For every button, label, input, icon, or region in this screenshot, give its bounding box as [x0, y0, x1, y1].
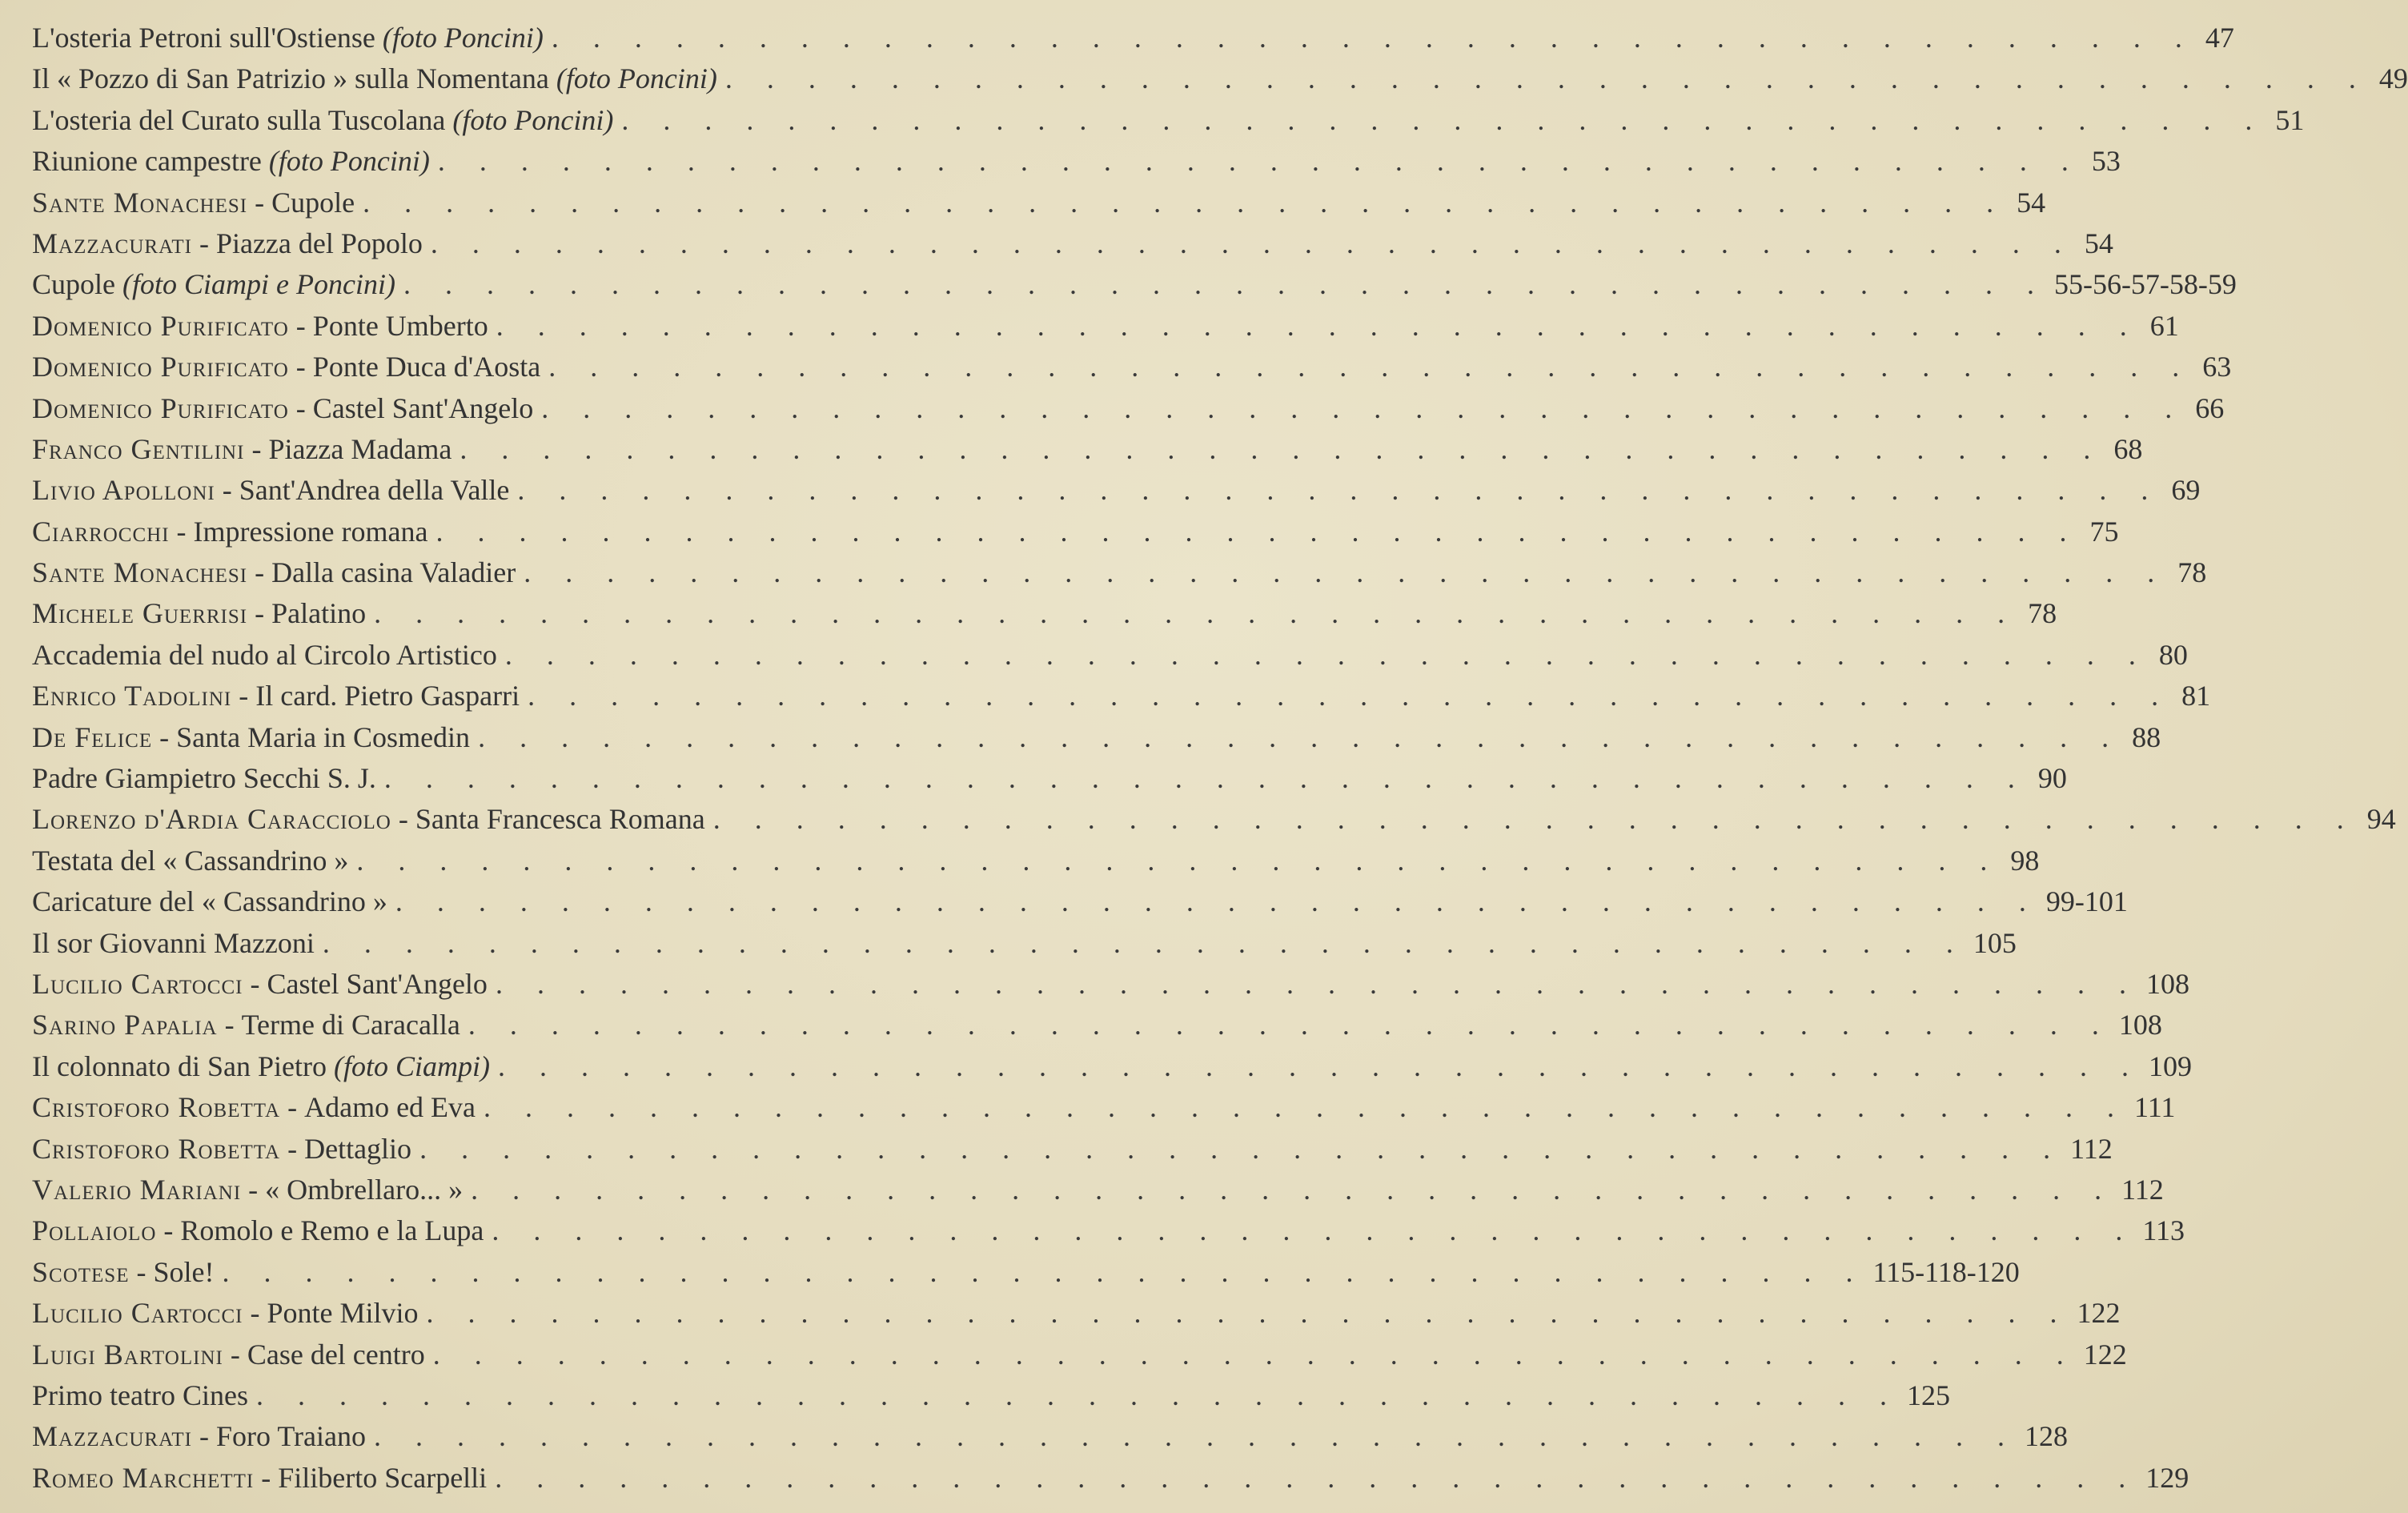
dot-leader: . . . . . . . . . . . . . . . . . . . . . . . . . . . . . . . . . . . . . . . . [524, 556, 2169, 589]
dot-leader: . . . . . . . . . . . . . . . . . . . . . . . . . . . . . . . . . . . . . . . . [363, 186, 2008, 219]
entry-photo-credit: (foto Ciampi) [333, 1049, 490, 1082]
entry-subject: Accademia del nudo al Circolo Artistico [32, 638, 497, 671]
entry-page-number: 94 [2366, 803, 2396, 836]
entry-page-number: 61 [2149, 309, 2179, 342]
entry-page-number: 78 [2028, 597, 2057, 630]
entry-title [32, 964, 488, 1005]
entry-title [32, 1046, 490, 1087]
index-entry [32, 1293, 2121, 1334]
entry-page-number: 111 [2134, 1091, 2176, 1124]
entry-artist: Sarino Papalia [32, 1009, 218, 1041]
entry-separator: - [255, 186, 265, 219]
entry-subject: Santa Francesca Romana [415, 803, 705, 836]
entry-title [32, 593, 366, 634]
index-entry [32, 141, 2121, 182]
entry-title [32, 1087, 476, 1128]
entry-photo-credit: (foto Poncini) [452, 103, 614, 136]
entry-page-number: 122 [2077, 1297, 2121, 1330]
entry-title [32, 223, 423, 264]
index-entry [32, 676, 2211, 716]
entry-subject: Piazza Madama [268, 432, 452, 465]
entry-page-number: 112 [2070, 1132, 2113, 1165]
entry-artist: De Felice [32, 720, 153, 753]
entry-subject: Dalla casina Valadier [271, 556, 516, 589]
entry-subject: Case del centro [247, 1338, 425, 1371]
entry-page-number: 81 [2181, 680, 2211, 712]
dot-leader: . . . . . . . . . . . . . . . . . . . . . . . . . . . . . . . . . . . . . . . . [426, 1297, 2071, 1330]
dot-leader: . . . . . . . . . . . . . . . . . . . . . . . . . . . . . . . . . . . . . . . . [468, 1009, 2113, 1041]
entry-title [32, 799, 705, 840]
entry-page-number: 68 [2113, 432, 2143, 465]
entry-separator: - [230, 1338, 240, 1371]
illustration-index [32, 18, 2408, 1499]
entry-title [32, 881, 387, 922]
entry-title [32, 552, 516, 593]
index-entry [32, 388, 2225, 429]
entry-page-number: 99-101 [2045, 885, 2128, 918]
entry-title [32, 1334, 425, 1375]
entry-title [32, 388, 533, 429]
index-entry [32, 58, 2408, 99]
index-entry [32, 264, 2237, 305]
entry-artist: Sante Monachesi [32, 186, 248, 219]
entry-subject: Ponte Umberto [312, 309, 488, 342]
entry-artist: Franco Gentilini [32, 432, 245, 465]
index-entry [32, 1416, 2068, 1457]
entry-subject: Adamo ed Eva [304, 1091, 476, 1124]
dot-leader: . . . . . . . . . . . . . . . . . . . . . . . . . . . . . . . . . . . . . . . . [395, 885, 2040, 918]
entry-separator: - [222, 474, 232, 507]
dot-leader: . . . . . . . . . . . . . . . . . . . . . . . . . . . . . . . . . . . . . . . . [551, 22, 2196, 54]
dot-leader: . . . . . . . . . . . . . . . . . . . . . . . . . . . . . . . . . . . . . . . . [478, 720, 2123, 753]
entry-title [32, 923, 315, 964]
entry-title [32, 183, 355, 223]
entry-photo-credit: (foto Poncini) [268, 145, 430, 178]
entry-title [32, 58, 717, 99]
index-entry [32, 18, 2234, 58]
dot-leader: . . . . . . . . . . . . . . . . . . . . . . . . . . . . . . . . . . . . . . . . [492, 1214, 2137, 1247]
entry-subject: Impressione romana [193, 515, 428, 548]
entry-page-number: 115-118-120 [1872, 1255, 2020, 1288]
dot-leader: . . . . . . . . . . . . . . . . . . . . . . . . . . . . . . . . . . . . . . . . [495, 1461, 2140, 1494]
entry-title [32, 470, 509, 511]
entry-page-number: 47 [2205, 22, 2234, 54]
dot-leader: . . . . . . . . . . . . . . . . . . . . . . . . . . . . . . . . . . . . . . . . [724, 62, 2370, 95]
entry-photo-credit: (foto Ciampi e Poncini) [122, 268, 395, 301]
index-entry [32, 799, 2396, 840]
entry-artist: Scotese [32, 1255, 130, 1288]
entry-page-number: 90 [2037, 762, 2067, 795]
index-entry [32, 347, 2232, 387]
entry-subject: L'osteria del Curato sulla Tuscolana [32, 103, 446, 136]
entry-title [32, 1005, 460, 1045]
entry-page-number: 54 [2017, 186, 2046, 219]
entry-title [32, 635, 497, 676]
entry-artist: Romeo Marchetti [32, 1461, 255, 1494]
entry-page-number: 66 [2195, 391, 2225, 424]
entry-page-number: 55-56-57-58-59 [2053, 268, 2237, 301]
dot-leader: . . . . . . . . . . . . . . . . . . . . . . . . . . . . . . . . . . . . . . . . [541, 391, 2186, 424]
dot-leader: . . . . . . . . . . . . . . . . . . . . . . . . . . . . . . . . . . . . . . . . [528, 680, 2173, 712]
index-entry [32, 100, 2305, 141]
entry-subject: Palatino [271, 597, 367, 630]
entry-title [32, 717, 470, 758]
dot-leader: . . . . . . . . . . . . . . . . . . . . . . . . . . . . . . . . . . . . . . . . [373, 1420, 2018, 1453]
dot-leader: . . . . . . . . . . . . . . . . . . . . . . . . . . . . . . . . . . . . . . . . [435, 515, 2081, 548]
index-entry [32, 1334, 2127, 1375]
entry-artist: Mazzacurati [32, 227, 192, 259]
entry-subject: Castel Sant'Angelo [267, 967, 488, 1000]
entry-title [32, 264, 395, 305]
entry-subject: Foro Traiano [215, 1420, 366, 1453]
entry-subject: Riunione campestre [32, 145, 262, 178]
dot-leader: . . . . . . . . . . . . . . . . . . . . . . . . . . . . . . . . . . . . . . . . [460, 432, 2105, 465]
entry-separator: - [250, 967, 260, 1000]
entry-subject: Sole! [153, 1255, 215, 1288]
index-entry [32, 964, 2189, 1005]
entry-artist: Cristoforo Robetta [32, 1132, 281, 1165]
entry-subject: « Ombrellaro... » [265, 1173, 464, 1206]
entry-separator: - [176, 515, 187, 548]
entry-title [32, 1458, 487, 1499]
entry-separator: - [261, 1461, 271, 1494]
entry-separator: - [248, 1173, 259, 1206]
entry-subject: Dettaglio [304, 1132, 412, 1165]
entry-artist: Michele Guerrisi [32, 597, 248, 630]
dot-leader: . . . . . . . . . . . . . . . . . . . . . . . . . . . . . . . . . . . . . . . . [430, 227, 2075, 259]
entry-subject: Caricature del « Cassandrino » [32, 885, 387, 918]
entry-separator: - [159, 720, 170, 753]
entry-separator: - [163, 1214, 174, 1247]
entry-subject: Piazza del Popolo [215, 227, 423, 259]
index-entry [32, 1129, 2113, 1170]
entry-title [32, 100, 613, 141]
dot-leader: . . . . . . . . . . . . . . . . . . . . . . . . . . . . . . . . . . . . . . . . [403, 268, 2048, 301]
index-entry [32, 1087, 2176, 1128]
entry-title [32, 141, 430, 182]
entry-separator: - [398, 803, 408, 836]
entry-title [32, 1293, 419, 1334]
entry-subject: Romolo e Remo e la Lupa [180, 1214, 484, 1247]
index-entry [32, 306, 2179, 347]
dot-leader: . . . . . . . . . . . . . . . . . . . . . . . . . . . . . . . . . . . . . . . . [322, 926, 1967, 959]
index-entry [32, 1005, 2162, 1045]
entry-title [32, 676, 520, 716]
entry-artist: Luigi Bartolini [32, 1338, 223, 1371]
entry-subject: Ponte Duca d'Aosta [312, 351, 541, 383]
entry-separator: - [239, 680, 249, 712]
entry-title [32, 841, 348, 881]
entry-subject: Ponte Milvio [267, 1297, 419, 1330]
entry-title [32, 1210, 484, 1251]
index-entry [32, 841, 2040, 881]
entry-title [32, 18, 544, 58]
entry-subject: L'osteria Petroni sull'Ostiense [32, 22, 375, 54]
entry-artist: Domenico Purificato [32, 351, 289, 383]
dot-leader: . . . . . . . . . . . . . . . . . . . . . . . . . . . . . . . . . . . . . . . . [383, 762, 2029, 795]
entry-artist: Lucilio Cartocci [32, 1297, 243, 1330]
dot-leader: . . . . . . . . . . . . . . . . . . . . . . . . . . . . . . . . . . . . . . . . [484, 1091, 2129, 1124]
entry-title [32, 758, 376, 799]
entry-page-number: 108 [2145, 967, 2189, 1000]
dot-leader: . . . . . . . . . . . . . . . . . . . . . . . . . . . . . . . . . . . . . . . . [495, 967, 2140, 1000]
entry-separator: - [250, 1297, 260, 1330]
entry-title [32, 306, 488, 347]
entry-page-number: 69 [2171, 474, 2201, 507]
dot-leader: . . . . . . . . . . . . . . . . . . . . . . . . . . . . . . . . . . . . . . . . [419, 1132, 2065, 1165]
dot-leader: . . . . . . . . . . . . . . . . . . . . . . . . . . . . . . . . . . . . . . . . [356, 844, 2001, 877]
entry-separator: - [295, 309, 306, 342]
entry-subject: Testata del « Cassandrino » [32, 844, 349, 877]
entry-title [32, 429, 451, 470]
entry-subject: Il card. Pietro Gasparri [255, 680, 520, 712]
entry-page-number: 129 [2145, 1461, 2189, 1494]
entry-artist: Cristoforo Robetta [32, 1091, 281, 1124]
entry-subject: Primo teatro Cines [32, 1379, 248, 1411]
index-entry [32, 923, 2017, 964]
entry-page-number: 98 [2010, 844, 2040, 877]
entry-title [32, 1416, 366, 1457]
entry-artist: Mazzacurati [32, 1420, 192, 1453]
entry-separator: - [287, 1091, 298, 1124]
entry-artist: Livio Apolloni [32, 474, 215, 507]
dot-leader: . . . . . . . . . . . . . . . . . . . . . . . . . . . . . . . . . . . . . . . . [504, 638, 2149, 671]
entry-photo-credit: (foto Poncini) [382, 22, 544, 54]
entry-subject: Sant'Andrea della Valle [239, 474, 510, 507]
entry-page-number: 125 [1906, 1379, 1950, 1411]
entry-artist: Lorenzo d'Ardia Caracciolo [32, 803, 391, 836]
entry-subject: Cupole [32, 268, 115, 301]
entry-artist: Enrico Tadolini [32, 680, 232, 712]
entry-artist: Valerio Mariani [32, 1173, 242, 1206]
entry-page-number: 108 [2118, 1009, 2162, 1041]
index-entry [32, 470, 2201, 511]
index-entry [32, 1252, 2020, 1293]
entry-separator: - [136, 1255, 146, 1288]
index-entry [32, 1170, 2164, 1210]
entry-page-number: 112 [2121, 1173, 2164, 1206]
dot-leader: . . . . . . . . . . . . . . . . . . . . . . . . . . . . . . . . . . . . . . . . [222, 1255, 1867, 1288]
entry-separator: - [199, 227, 209, 259]
entry-separator: - [255, 597, 265, 630]
entry-page-number: 105 [1973, 926, 2017, 959]
entry-photo-credit: (foto Poncini) [556, 62, 717, 95]
index-entry [32, 183, 2046, 223]
entry-page-number: 63 [2202, 351, 2232, 383]
entry-artist: Pollaiolo [32, 1214, 157, 1247]
index-entry [32, 717, 2161, 758]
entry-page-number: 80 [2158, 638, 2188, 671]
entry-subject: Cupole [271, 186, 355, 219]
index-entry [32, 1375, 1950, 1416]
entry-page-number: 122 [2083, 1338, 2127, 1371]
entry-separator: - [199, 1420, 209, 1453]
entry-separator: - [295, 351, 306, 383]
entry-title [32, 512, 427, 552]
entry-artist: Domenico Purificato [32, 309, 289, 342]
entry-title [32, 1252, 214, 1293]
index-entry [32, 635, 2188, 676]
dot-leader: . . . . . . . . . . . . . . . . . . . . . . . . . . . . . . . . . . . . . . . . [374, 597, 2019, 630]
entry-title [32, 1170, 463, 1210]
entry-title [32, 347, 540, 387]
dot-leader: . . . . . . . . . . . . . . . . . . . . . . . . . . . . . . . . . . . . . . . . [548, 351, 2193, 383]
entry-artist: Domenico Purificato [32, 391, 289, 424]
dot-leader: . . . . . . . . . . . . . . . . . . . . . . . . . . . . . . . . . . . . . . . . [497, 1049, 2142, 1082]
entry-page-number: 88 [2132, 720, 2161, 753]
dot-leader: . . . . . . . . . . . . . . . . . . . . . . . . . . . . . . . . . . . . . . . . [712, 803, 2358, 836]
entry-subject: Terme di Caracalla [241, 1009, 460, 1041]
index-entry [32, 429, 2143, 470]
entry-separator: - [287, 1132, 298, 1165]
entry-page-number: 54 [2084, 227, 2113, 259]
index-entry [32, 1210, 2185, 1251]
entry-page-number: 75 [2089, 515, 2119, 548]
index-entry [32, 1458, 2189, 1499]
dot-leader: . . . . . . . . . . . . . . . . . . . . . . . . . . . . . . . . . . . . . . . . [621, 103, 2266, 136]
entry-subject: Filiberto Scarpelli [278, 1461, 488, 1494]
entry-subject: Castel Sant'Angelo [312, 391, 534, 424]
entry-page-number: 49 [2378, 62, 2408, 95]
index-entry [32, 512, 2119, 552]
entry-page-number: 51 [2275, 103, 2305, 136]
index-entry [32, 223, 2113, 264]
dot-leader: . . . . . . . . . . . . . . . . . . . . . . . . . . . . . . . . . . . . . . . . [432, 1338, 2077, 1371]
entry-subject: Il « Pozzo di San Patrizio » sulla Nomentana [32, 62, 549, 95]
entry-artist: Sante Monachesi [32, 556, 248, 589]
entry-artist: Ciarrocchi [32, 515, 170, 548]
entry-subject: Il sor Giovanni Mazzoni [32, 926, 315, 959]
dot-leader: . . . . . . . . . . . . . . . . . . . . . . . . . . . . . . . . . . . . . . . . [517, 474, 2162, 507]
entry-separator: - [224, 1009, 235, 1041]
entry-separator: - [251, 432, 262, 465]
dot-leader: . . . . . . . . . . . . . . . . . . . . . . . . . . . . . . . . . . . . . . . . [496, 309, 2141, 342]
entry-separator: - [295, 391, 306, 424]
index-entry [32, 1046, 2192, 1087]
entry-page-number: 53 [2091, 145, 2121, 178]
entry-title [32, 1129, 411, 1170]
index-entry [32, 552, 2207, 593]
dot-leader: . . . . . . . . . . . . . . . . . . . . . . . . . . . . . . . . . . . . . . . . [471, 1173, 2116, 1206]
entry-subject: Padre Giampietro Secchi S. J. [32, 762, 376, 795]
entry-subject: Santa Maria in Cosmedin [176, 720, 471, 753]
index-entry [32, 593, 2057, 634]
entry-artist: Lucilio Cartocci [32, 967, 243, 1000]
index-entry [32, 758, 2067, 799]
entry-page-number: 128 [2024, 1420, 2068, 1453]
entry-separator: - [255, 556, 265, 589]
entry-page-number: 78 [2177, 556, 2207, 589]
dot-leader: . . . . . . . . . . . . . . . . . . . . . . . . . . . . . . . . . . . . . . . . [255, 1379, 1900, 1411]
entry-page-number: 109 [2148, 1049, 2192, 1082]
dot-leader: . . . . . . . . . . . . . . . . . . . . . . . . . . . . . . . . . . . . . . . . [437, 145, 2082, 178]
entry-subject: Il colonnato di San Pietro [32, 1049, 327, 1082]
index-entry [32, 881, 2128, 922]
entry-page-number: 113 [2142, 1214, 2185, 1247]
entry-title [32, 1375, 248, 1416]
